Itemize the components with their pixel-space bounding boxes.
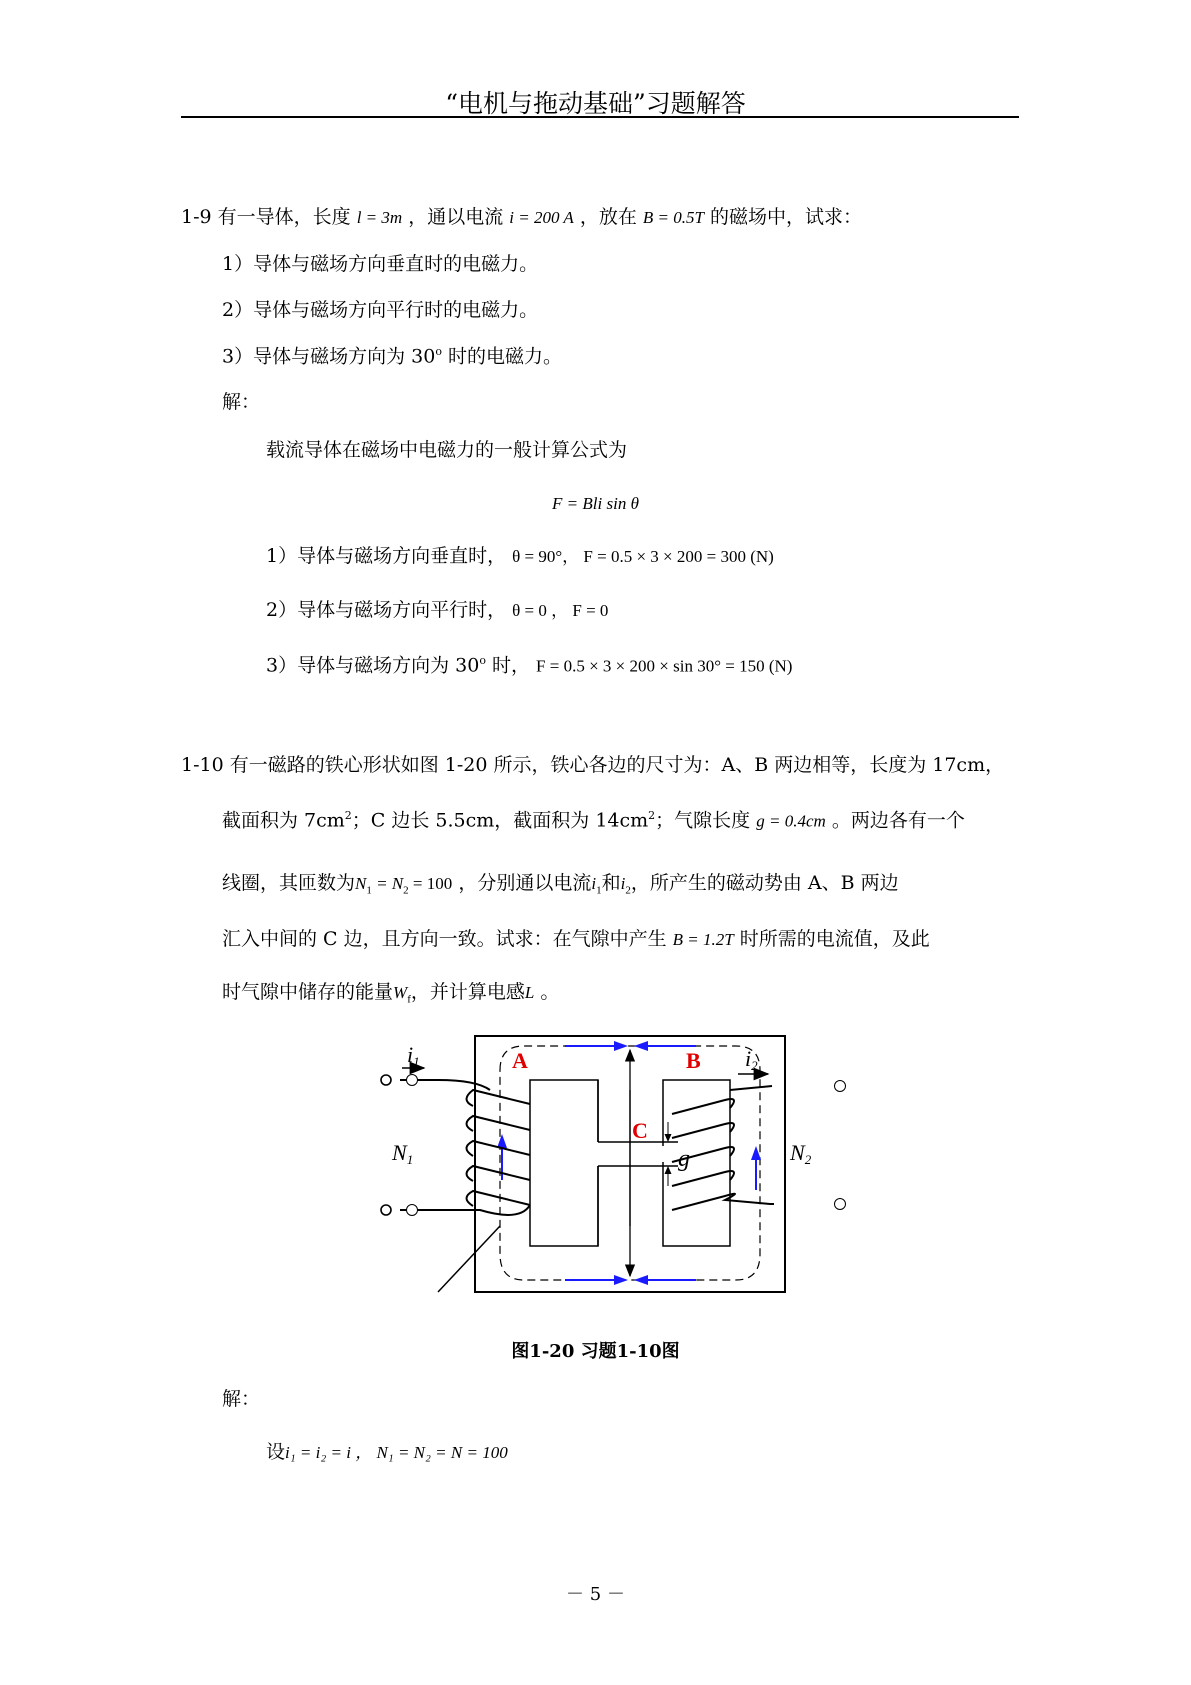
problem-1-10-line-2 bbox=[222, 810, 965, 830]
page-header-title: “电机与拖动基础”习题解答 bbox=[445, 89, 746, 118]
eq-answer-1: θ = 90°， F = 0.5 × 3 × 200 = 300 (N) bbox=[512, 547, 774, 566]
eq-length: l = 3m bbox=[356, 208, 403, 227]
question-2: 2）导体与磁场方向平行时的电磁力。 bbox=[222, 299, 539, 321]
eq-answer-3: F = 0.5 × 3 × 200 × sin 30° = 150 (N) bbox=[536, 656, 793, 676]
var-i: i bbox=[620, 874, 626, 893]
var-i: i bbox=[591, 874, 597, 893]
subscript: 1 bbox=[596, 884, 602, 897]
text: ；C 边长 5.5cm，截面积为 14cm bbox=[351, 809, 649, 832]
eq-field: B = 0.5T bbox=[642, 208, 704, 227]
text: 设 bbox=[266, 1441, 286, 1463]
label-N2: N2 bbox=[790, 1140, 812, 1167]
value: = 100 bbox=[408, 874, 453, 893]
text: 的磁场中，试求： bbox=[710, 206, 863, 228]
eq-answer-2: θ = 0 ， F = 0 bbox=[512, 601, 609, 620]
label-g: g bbox=[678, 1146, 690, 1172]
text: 。两边各有一个 bbox=[831, 809, 965, 832]
text: ，通以电流 bbox=[408, 206, 504, 228]
subscript: 2 bbox=[403, 884, 409, 897]
terminal-right-bottom bbox=[834, 1198, 846, 1210]
eq-turns bbox=[355, 874, 453, 897]
window-right bbox=[663, 1080, 730, 1246]
terminal-left-bottom bbox=[406, 1204, 418, 1216]
question-1: 1）导体与磁场方向垂直时的电磁力。 bbox=[222, 253, 539, 275]
var-L: L bbox=[524, 983, 535, 1002]
text: 时气隙中储存的能量 bbox=[222, 981, 394, 1003]
text: 和 bbox=[601, 872, 621, 894]
problem-1-9-intro bbox=[181, 208, 862, 227]
superscript: 2 bbox=[344, 809, 352, 822]
problem-1-10-line-3 bbox=[222, 874, 899, 896]
answer-2 bbox=[266, 601, 608, 620]
eq-current: i = 200 A bbox=[509, 208, 574, 227]
label-B: B bbox=[686, 1048, 701, 1073]
answer-3 bbox=[266, 655, 792, 675]
formula: F = Bli sin θ bbox=[552, 494, 639, 513]
text: 时的电磁力。 bbox=[447, 345, 562, 368]
answer-1 bbox=[266, 547, 774, 566]
text: 。 bbox=[540, 981, 560, 1003]
label-N1: N1 bbox=[392, 1140, 414, 1167]
text: ，并计算电感 bbox=[410, 981, 525, 1003]
terminal-right-top bbox=[834, 1080, 846, 1092]
label-i1: i1 bbox=[407, 1042, 420, 1069]
degree-mark: o bbox=[479, 654, 486, 667]
text: 汇入中间的 C 边，且方向一致。试求：在气隙中产生 bbox=[222, 928, 667, 950]
text: ，分别通以电流 bbox=[458, 872, 592, 894]
var-N: = N bbox=[371, 874, 404, 893]
eq-i2 bbox=[620, 874, 631, 897]
window-left bbox=[530, 1080, 598, 1246]
var-N: N bbox=[355, 874, 367, 893]
coil-left bbox=[400, 1080, 530, 1215]
text: 3）导体与磁场方向为 30 bbox=[222, 345, 436, 368]
eq-energy bbox=[393, 983, 411, 1006]
subscript: 2 bbox=[625, 884, 631, 897]
eq-setup: i₁ = i₂ = i ， N₁ = N₂ = N = 100 bbox=[285, 1443, 508, 1462]
solution-setup bbox=[266, 1443, 508, 1462]
text: 时所需的电流值，及此 bbox=[739, 928, 930, 950]
problem-1-10-line-4 bbox=[222, 930, 930, 949]
text: 截面积为 7cm bbox=[222, 809, 345, 832]
page-number: － 5 － bbox=[566, 1584, 625, 1605]
question-3 bbox=[222, 346, 562, 366]
solution-label-2: 解： bbox=[222, 1388, 261, 1410]
formula-intro: 载流导体在磁场中电磁力的一般计算公式为 bbox=[266, 439, 628, 461]
text: 3）导体与磁场方向为 30 bbox=[266, 654, 480, 677]
var-W: W bbox=[393, 983, 408, 1002]
solution-label: 解： bbox=[222, 391, 261, 413]
text: 时， bbox=[491, 654, 530, 677]
eq-gap: g = 0.4cm bbox=[756, 811, 826, 831]
text: 线圈，其匝数为 bbox=[222, 872, 356, 894]
text: ，所产生的磁动势由 A、B 两边 bbox=[630, 872, 899, 894]
label-C: C bbox=[632, 1118, 648, 1143]
problem-1-10-line-5 bbox=[222, 983, 559, 1005]
text: ；气隙长度 bbox=[655, 809, 751, 832]
figure-caption: 图1-20 习题1-10图 bbox=[511, 1341, 680, 1362]
text: 1）导体与磁场方向垂直时， bbox=[266, 545, 507, 567]
label-A: A bbox=[512, 1048, 528, 1073]
label-i2: i2 bbox=[745, 1046, 758, 1073]
figure-1-20 bbox=[392, 1030, 820, 1310]
superscript: 2 bbox=[648, 809, 656, 822]
text: ，放在 bbox=[579, 206, 637, 228]
eq-field: B = 1.2T bbox=[672, 930, 734, 949]
text: 1-9 有一导体，长度 bbox=[181, 206, 351, 228]
eq-i1 bbox=[591, 874, 602, 897]
degree-mark: o bbox=[435, 345, 442, 358]
header-rule bbox=[181, 116, 1019, 118]
text: 2）导体与磁场方向平行时， bbox=[266, 599, 507, 621]
subscript: f bbox=[407, 993, 411, 1006]
problem-1-10-line-1: 1-10 有一磁路的铁心形状如图 1-20 所示，铁心各边的尺寸为：A、B 两边相等，长度为 17cm， bbox=[181, 754, 1005, 776]
terminal-left-top bbox=[406, 1074, 418, 1086]
subscript: 1 bbox=[366, 884, 372, 897]
